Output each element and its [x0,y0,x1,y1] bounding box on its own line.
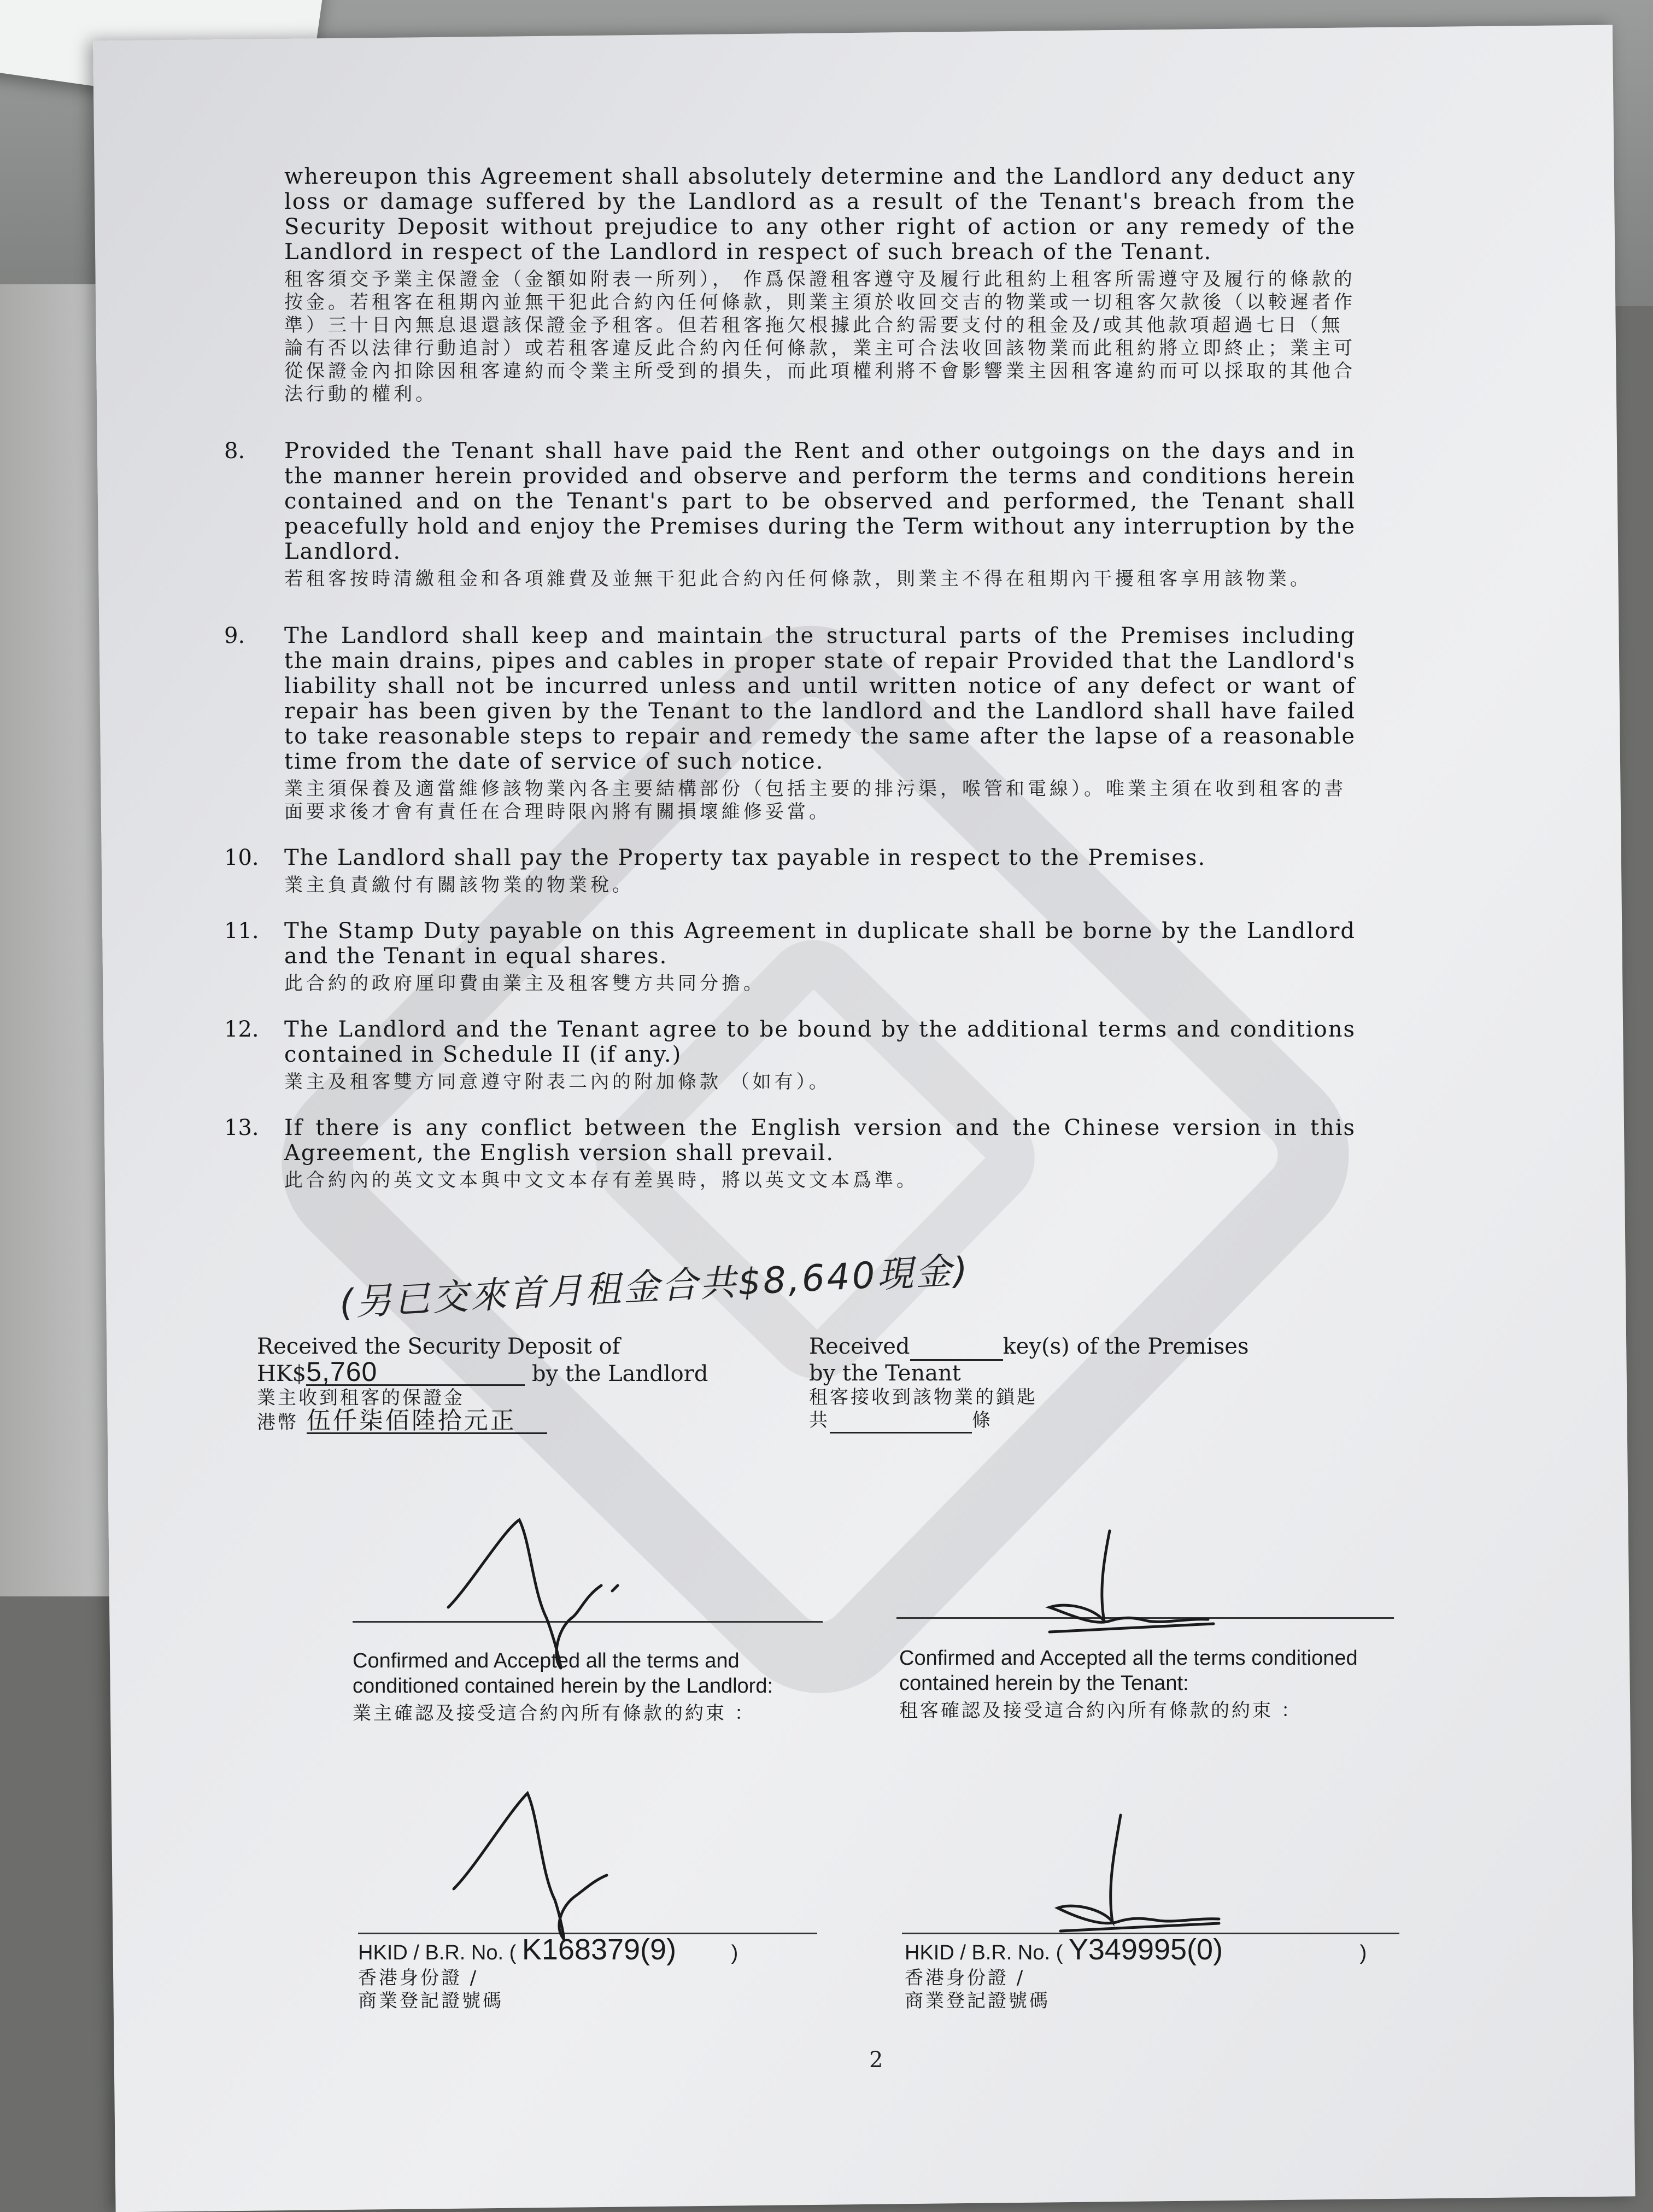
keys-zh-suffix: 條 [972,1409,993,1431]
deposit-zh-line2 [257,1409,749,1434]
clause-7-english: whereupon this Agreement shall absolutely determine and the Landlord any deduct any loss or damage suffered by the Landlord as a result of the Tenant's breach from the Security Deposit without prejudice to any other right of action or any remedy of the Landlord in respect of the Landlord in respect of such breach of the Tenant. [284,164,1356,265]
deposit-line2 [257,1356,749,1387]
tenant-id-label: HKID / B.R. No. ( [905,1941,1063,1964]
keys-zh-line2 [809,1409,1323,1433]
landlord-id [358,1933,828,2012]
tenant-id-zh1: 香港身份證 / [905,1967,1025,1989]
clause-13 [224,1115,1356,1192]
clause-english: Provided the Tenant shall have paid the Rent and other outgoings on the days and in the manner herein provided and observe and perform the terms and conditions herein contained and on the Tenant's part to be observed and performed, the Tenant shall peacefully hold and enjoy the Premises during the Term without any interruption by the Landlord. [284,438,1356,564]
tenant-signature [1033,1525,1263,1646]
page-number: 2 [869,2047,883,2073]
hkd-zh: 港幣 [257,1412,298,1433]
landlord-confirmation [353,1648,823,1725]
deposit-zh: 業主收到租客的保證金 [257,1387,465,1409]
clause-chinese: 業主負責繳付有關該物業的物業稅。 [284,874,634,896]
clause-7-continuation [284,164,1356,406]
clause-english: The Landlord shall pay the Property tax payable in respect to the Premises. [284,845,1206,870]
tenant-id-value: Y349995(0) [1068,1933,1223,1966]
keys-line1 [809,1334,1323,1361]
clause-8 [224,438,1356,590]
handwritten-rent-note: (另已交來首月租金合共$8,640現金) [338,1249,971,1325]
receipts-section [257,1334,1405,1531]
keys-zh-blank [830,1409,972,1433]
clause-chinese: 若租客按時清繳租金和各項雜費及並無干犯此合約內任何條款，則業主不得在租期內干擾租客享用該物業。 [284,568,1312,590]
deposit-amount: 5,760 [306,1359,525,1386]
landlord-signature-2 [443,1785,661,1949]
keys-zh-prefix: 共 [809,1409,830,1431]
clause-english: The Landlord and the Tenant agree to be bound by the additional terms and conditions contained in Schedule II (if any.) [284,1017,1356,1067]
landlord-id-label: HKID / B.R. No. ( [358,1941,517,1964]
landlord-id-close: ) [731,1941,738,1964]
clause-chinese: 此合約內的英文文本與中文文本存有差異時，將以英文文本爲準。 [284,1169,918,1191]
clause-number: 12. [224,1017,259,1042]
deposit-by-landlord: by the Landlord [531,1361,708,1386]
deposit-line1: Received the Security Deposit of [257,1334,620,1359]
landlord-confirm-text: Confirmed and Accepted all the terms and conditioned contained herein by the Landlord: [353,1649,773,1698]
tenant-confirmation [899,1646,1391,1722]
landlord-id-zh2: 商業登記證號碼 [358,1990,503,2012]
currency-prefix: HK$ [257,1361,307,1386]
clause-10 [224,845,1356,897]
keys-by-tenant: by the Tenant [809,1361,961,1386]
clause-11 [224,918,1356,995]
keys-zh: 租客接收到該物業的鎖匙 [809,1386,1037,1408]
clause-number: 13. [224,1115,259,1140]
landlord-confirm-zh: 業主確認及接受這合約內所有條款的約束 ： [353,1702,755,1724]
clause-7-chinese: 租客須交予業主保證金（金額如附表一所列）， 作爲保證租客遵守及履行此租約上租客所需遵守及履行的條款的按金。若租客在租期內並無干犯此合約內任何條款，則業主須於收回交吉的物業或一切租客欠款後（以較遲者作準）三十日內無息退還該保證金予租客。但若租客拖欠根據此合約需要支付的租金及/或其他款項超過七日（無論有否以法律行動追討）或若租客違反此合約內任何條款，業主可合法收回該物業而此租約將立即終止；業主可從保證金內扣除因租客違約而令業主所受到的損失，而此項權利將不會影響業主因租客違約而可以採取的其他合法行動的權利。 [284,268,1356,405]
clause-number: 11. [224,918,259,944]
tenant-id-zh2: 商業登記證號碼 [905,1990,1050,2012]
clause-number: 9. [224,623,245,648]
clause-12 [224,1017,1356,1093]
deposit-amount-words: 伍仟柒佰陸拾元正 [307,1409,547,1434]
deposit-receipt [257,1334,749,1434]
clause-chinese: 業主及租客雙方同意遵守附表二內的附加條款 （如有）。 [284,1071,831,1093]
clause-number: 8. [224,438,245,464]
tenant-confirm-text: Confirmed and Accepted all the terms conditioned contained herein by the Tenant: [899,1647,1358,1695]
keys-count-blank [910,1334,1003,1361]
landlord-id-zh1: 香港身份證 / [358,1967,479,1989]
tenant-signature-2 [1039,1810,1268,1941]
clause-number: 10. [224,845,259,870]
tenant-id-close: ) [1359,1941,1367,1964]
clause-chinese: 此合約的政府厘印費由業主及租客雙方共同分擔。 [284,973,765,994]
clauses-body [224,164,1356,1192]
clause-english: The Stamp Duty payable on this Agreement in duplicate shall be borne by the Landlord and the Tenant in equal shares. [284,918,1356,969]
tenant-confirm-zh: 租客確認及接受這合約內所有條款的約束 ： [899,1700,1302,1722]
keys-received: Received [809,1334,910,1359]
clause-9 [224,623,1356,823]
keys-of-premises: key(s) of the Premises [1003,1334,1249,1359]
clause-english: The Landlord shall keep and maintain the structural parts of the Premises including the main drains, pipes and cables in proper state of repair Provided that the Landlord's liability shall not be incurred unless and until written notice of any defect or want of repair has been given by the Tenant to the landlord and the Landlord shall have failed to take reasonable steps to repair and remedy the same after the lapse of a reasonable time from the date of service of such notice. [284,623,1356,774]
clause-english: If there is any conflict between the English version and the Chinese version in this Agreement, the English version shall prevail. [284,1115,1356,1166]
landlord-id-value: K168379(9) [521,1933,677,1966]
tenant-id [905,1933,1408,2012]
keys-receipt [809,1334,1323,1433]
clause-chinese: 業主須保養及適當維修該物業內各主要結構部份（包括主要的排污渠，喉管和電線）。唯業主須在收到租客的書面要求後才會有責任在合理時限內將有關損壞維修妥當。 [284,778,1346,823]
